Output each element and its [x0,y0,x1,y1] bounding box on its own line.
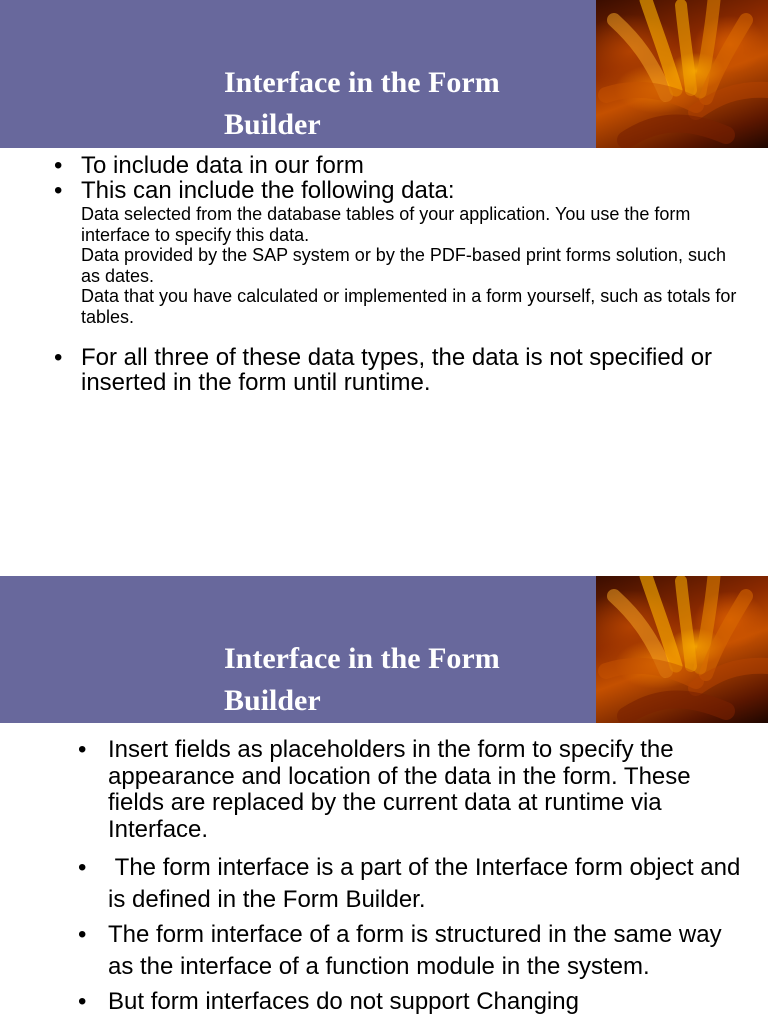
bullet-text: For all three of these data types, the data is not specified or inserted in the form until runtime. [81,344,713,396]
bullet-icon: • [78,736,87,763]
bullet-text: The form interface is a part of the Interface form object and is defined in the Form Builder. [108,854,747,913]
list-item [78,986,748,1018]
list-item [78,736,748,843]
sub-item: Data that you have calculated or implemented in a form yourself, such as totals for tables. [81,286,737,327]
list-item [78,919,748,983]
slide-1-bullet-list [54,152,741,396]
slide-2-bullet-list [78,736,748,1021]
sub-item: Data provided by the SAP system or by the PDF-based print forms solution, such as dates. [81,245,726,286]
bullet-text: Insert fields as placeholders in the form to specify the appearance and location of the data in the form. These fields are replaced by the current data at runtime via Interface. [108,736,691,843]
list-item [78,852,748,916]
sub-item-group [81,204,741,327]
bullet-icon: • [78,921,87,948]
hands-stacked-photo-icon [596,576,768,723]
slide-2-title: Interface in the Form Builder [224,642,500,717]
bullet-text: The form interface of a form is structured in the same way as the interface of a function module in the system. [108,921,722,980]
hands-stacked-photo-icon [596,0,768,148]
slide-1-title: Interface in the Form Builder [224,66,500,141]
bullet-text: To include data in our form [81,152,364,179]
bullet-text: This can include the following data: [81,177,455,204]
bullet-icon: • [78,854,87,881]
bullet-icon: • [54,152,63,179]
bullet-icon: • [78,988,87,1015]
bullet-icon: • [54,344,63,371]
list-item [54,177,741,327]
bullet-text: But form interfaces do not support Changing [108,988,579,1015]
bullet-icon: • [54,177,63,204]
slide-2-header-band [0,576,596,723]
sub-item: Data selected from the database tables of your application. You use the form interface to specify this data. [81,204,691,245]
list-item [54,344,741,396]
list-item [54,152,741,179]
slide-1-header-band [0,0,596,148]
